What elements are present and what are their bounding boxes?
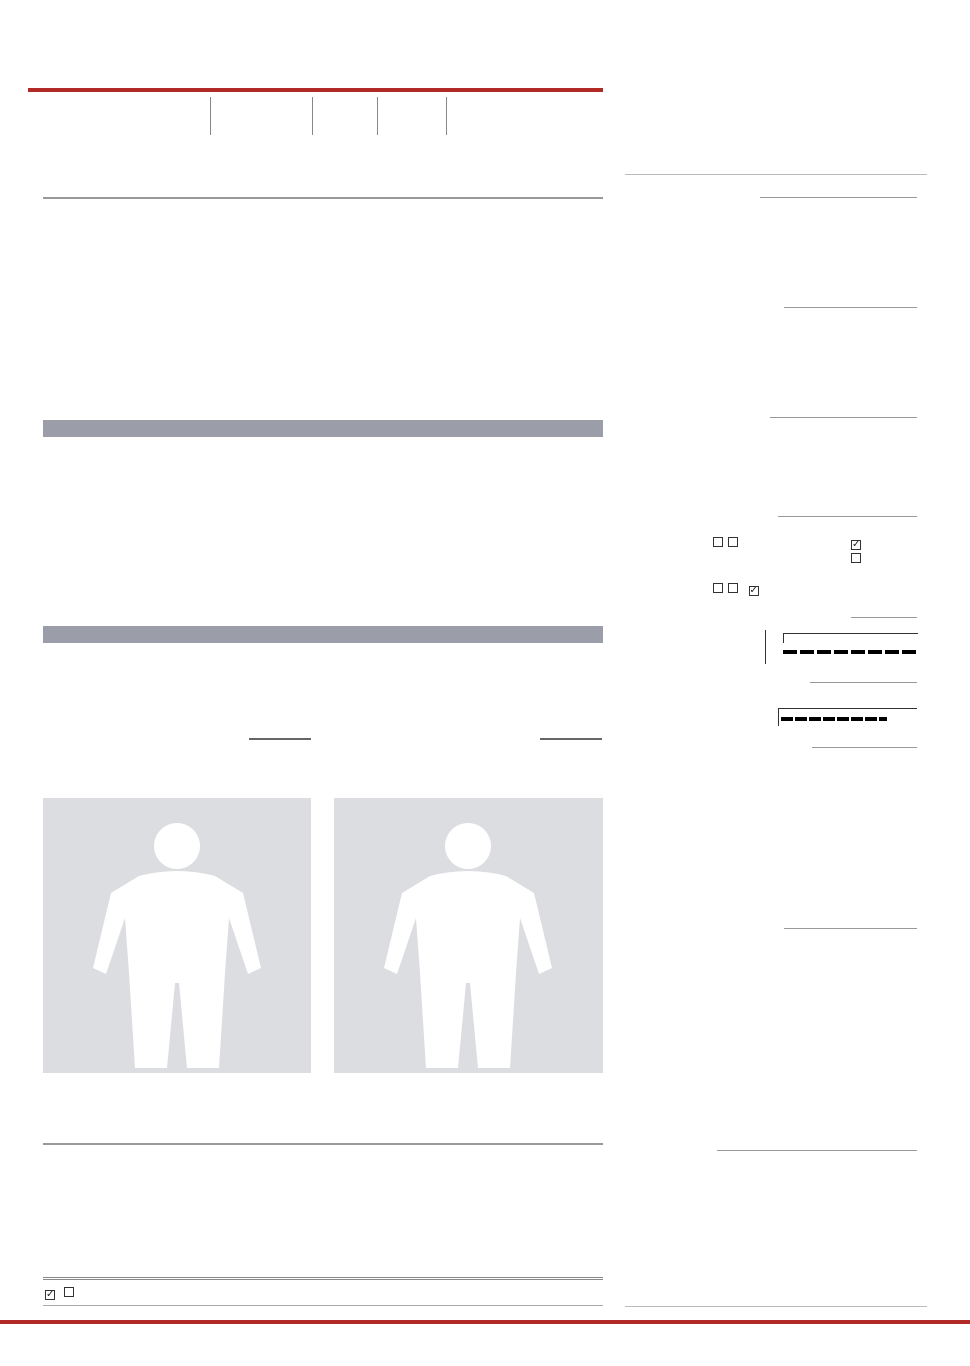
- mf-band-header: [43, 420, 603, 437]
- visceral-bar: [778, 708, 917, 726]
- previous-checkbox[interactable]: ✓: [46, 1289, 55, 1300]
- pbf-eval-options: ✓: [713, 580, 761, 596]
- ob-band-header: [43, 626, 603, 643]
- whr-bar: [765, 630, 917, 664]
- body-silhouette-icon: [334, 798, 603, 1073]
- inbody-score: [734, 216, 737, 250]
- seg-muscle-panel: [43, 798, 311, 1073]
- body-silhouette-icon: [43, 798, 311, 1073]
- footer-rule: [0, 1320, 970, 1324]
- header-rule: [28, 88, 603, 92]
- history-options: [45, 1284, 76, 1300]
- total-checkbox[interactable]: [64, 1287, 74, 1297]
- seg-muscle-legend: [249, 738, 311, 740]
- seg-fat-legend: [540, 738, 602, 740]
- seg-fat-panel: [334, 798, 603, 1073]
- bmi-eval-options: [713, 534, 740, 550]
- bmi-eval-options-2: ✓: [851, 534, 863, 566]
